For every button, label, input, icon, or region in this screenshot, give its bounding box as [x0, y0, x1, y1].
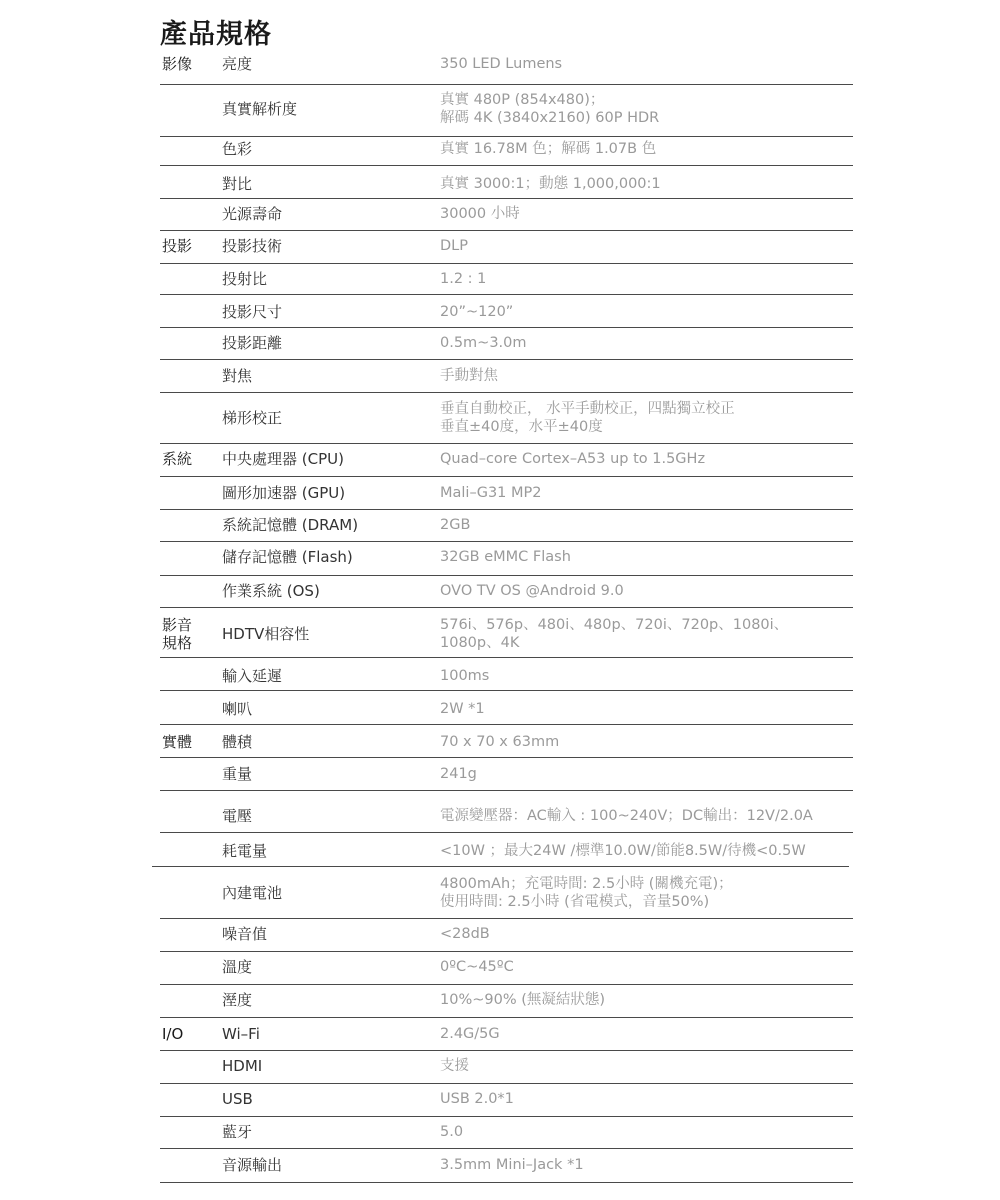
spec-value: 電源變壓器：AC輸入 : 100~240V；DC輸出：12V/2.0A	[440, 808, 813, 824]
row-divider	[160, 790, 853, 791]
spec-value: 支援	[440, 1058, 469, 1074]
spec-value: 0ºC~45ºC	[440, 959, 514, 975]
spec-value: 241g	[440, 766, 477, 782]
spec-label: 藍牙	[222, 1123, 253, 1141]
spec-label: 亮度	[222, 55, 253, 73]
spec-label: 投影距離	[222, 334, 283, 352]
spec-value: 1.2 : 1	[440, 271, 487, 287]
spec-label: HDMI	[222, 1057, 263, 1075]
spec-value: 真實 3000:1；動態 1,000,000:1	[440, 176, 661, 192]
spec-label: 音源輸出	[222, 1156, 283, 1174]
spec-label: 噪音值	[222, 925, 268, 943]
spec-value: 0.5m~3.0m	[440, 335, 527, 351]
row-divider	[160, 1148, 853, 1149]
row-divider	[160, 832, 853, 833]
spec-value: Quad–core Cortex–A53 up to 1.5GHz	[440, 451, 706, 467]
spec-label: 對比	[222, 175, 253, 193]
spec-label: 輸入延遲	[222, 667, 283, 685]
spec-label: 溼度	[222, 991, 253, 1009]
spec-label: 色彩	[222, 140, 253, 158]
row-divider	[160, 84, 853, 85]
spec-label: 圖形加速器 (GPU)	[222, 484, 346, 502]
spec-value: 2W *1	[440, 701, 485, 717]
category-label: 系統	[162, 450, 193, 468]
spec-value: 5.0	[440, 1124, 464, 1140]
spec-value: 真實 16.78M 色；解碼 1.07B 色	[440, 141, 657, 157]
spec-label: 梯形校正	[222, 409, 283, 427]
row-divider	[160, 918, 853, 919]
spec-value: 垂直自動校正， 水平手動校正，四點獨立校正 垂直±40度，水平±40度	[440, 401, 735, 435]
row-divider	[160, 165, 853, 166]
spec-value: 真實 480P (854x480)； 解碼 4K (3840x2160) 60P HDR	[440, 92, 660, 126]
spec-value: 2.4G/5G	[440, 1026, 500, 1042]
spec-value: USB 2.0*1	[440, 1091, 514, 1107]
spec-label: 喇叭	[222, 700, 253, 718]
spec-value: 100ms	[440, 668, 490, 684]
row-divider	[160, 359, 853, 360]
spec-value: 70 x 70 x 63mm	[440, 734, 560, 750]
category-label: 實體	[162, 733, 193, 751]
row-divider	[160, 541, 853, 542]
spec-label: 系統記憶體 (DRAM)	[222, 516, 359, 534]
row-divider	[160, 1017, 853, 1018]
row-divider	[160, 1083, 853, 1084]
spec-label: 對焦	[222, 367, 253, 385]
spec-value: 576i、576p、480i、480p、720i、720p、1080i、 1080p、4K	[440, 617, 789, 651]
row-divider	[160, 476, 853, 477]
row-divider	[160, 657, 853, 658]
row-divider	[160, 690, 853, 691]
row-divider	[160, 294, 853, 295]
spec-label: 體積	[222, 733, 253, 751]
spec-label: 重量	[222, 765, 253, 783]
spec-label: Wi–Fi	[222, 1025, 260, 1043]
row-divider	[160, 984, 853, 985]
row-divider	[160, 607, 853, 608]
spec-label: 中央處理器 (CPU)	[222, 450, 344, 468]
row-divider	[160, 392, 853, 393]
spec-value: <10W ；最大24W /標準10.0W/節能8.5W/待機<0.5W	[440, 843, 806, 859]
spec-label: HDTV相容性	[222, 625, 310, 643]
spec-label: 溫度	[222, 958, 253, 976]
spec-label: 光源壽命	[222, 205, 283, 223]
spec-label: 投射比	[222, 270, 268, 288]
category-label: 投影	[162, 237, 193, 255]
spec-label: 作業系統 (OS)	[222, 582, 320, 600]
spec-value: DLP	[440, 238, 468, 254]
row-divider	[160, 327, 853, 328]
spec-label: 內建電池	[222, 884, 283, 902]
spec-value: 30000 小時	[440, 206, 520, 222]
category-label: I/O	[162, 1025, 184, 1043]
row-divider	[160, 1182, 853, 1183]
spec-label: 真實解析度	[222, 100, 298, 118]
spec-value: 10%~90% (無凝結狀態)	[440, 992, 606, 1008]
spec-value: <28dB	[440, 926, 490, 942]
spec-value: 2GB	[440, 517, 471, 533]
row-divider	[160, 757, 853, 758]
row-divider	[160, 230, 853, 231]
spec-value: 手動對焦	[440, 368, 498, 384]
row-divider	[152, 866, 849, 867]
spec-value: 350 LED Lumens	[440, 56, 563, 72]
category-label: 影像	[162, 55, 193, 73]
spec-label: USB	[222, 1090, 253, 1108]
row-divider	[160, 1050, 853, 1051]
page-title: 產品規格	[160, 19, 272, 50]
spec-label: 電壓	[222, 807, 253, 825]
row-divider	[160, 575, 853, 576]
spec-value: 4800mAh；充電時間: 2.5小時 (關機充電)； 使用時間: 2.5小時 (省電模式，音量50%)	[440, 876, 733, 910]
row-divider	[160, 509, 853, 510]
row-divider	[160, 724, 853, 725]
category-label: 影音 規格	[162, 616, 193, 652]
row-divider	[160, 951, 853, 952]
spec-value: 20”~120”	[440, 304, 514, 320]
spec-value: OVO TV OS @Android 9.0	[440, 583, 624, 599]
spec-value: Mali–G31 MP2	[440, 485, 542, 501]
row-divider	[160, 263, 853, 264]
row-divider	[160, 136, 853, 137]
spec-label: 投影技術	[222, 237, 283, 255]
spec-label: 投影尺寸	[222, 303, 283, 321]
spec-label: 儲存記憶體 (Flash)	[222, 548, 353, 566]
spec-value: 32GB eMMC Flash	[440, 549, 571, 565]
spec-value: 3.5mm Mini–Jack *1	[440, 1157, 584, 1173]
spec-label: 耗電量	[222, 842, 268, 860]
row-divider	[160, 198, 853, 199]
row-divider	[160, 1116, 853, 1117]
row-divider	[160, 443, 853, 444]
